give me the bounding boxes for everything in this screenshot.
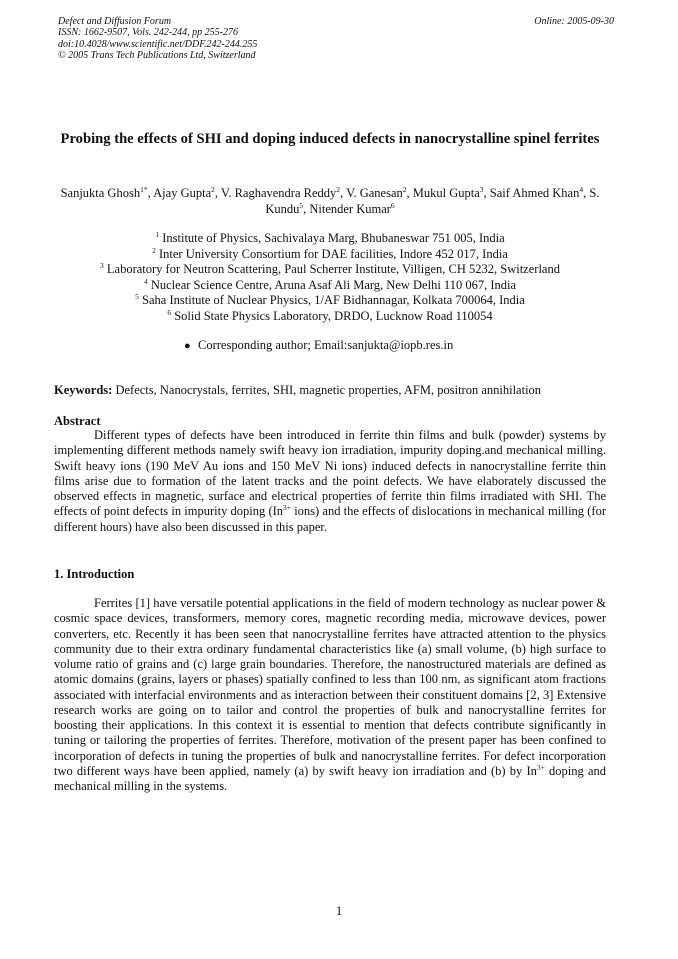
affiliation-list: [54, 231, 606, 325]
journal-copyright: © 2005 Trans Tech Publications Ltd, Switzerland: [58, 50, 256, 62]
affiliation: $^3$ Laboratory for Neutron Scattering, Paul Scherrer Institute, Villigen, CH 5232, Switzerland: [100, 261, 560, 277]
keywords: [54, 382, 614, 398]
author-list: [54, 185, 606, 217]
author: Saif Ahmed Khan$^4$,: [489, 185, 590, 200]
journal-doi[interactable]: doi:10.4028/www.scientific.net/DDF.242-244.255: [58, 38, 258, 50]
keywords-label: Keywords:: [54, 383, 113, 397]
author: Sanjukta Ghosh$^{1*}$,: [60, 185, 154, 200]
corresponding-author-text[interactable]: Corresponding author; Email:sanjukta@iopb.res.in: [198, 338, 454, 352]
introduction-heading: 1. Introduction: [54, 567, 135, 581]
author: V. Ganesan$^2$,: [346, 185, 413, 200]
affiliation: $^1$ Institute of Physics, Sachivalaya Marg, Bhubaneswar 751 005, India: [155, 230, 505, 245]
page-number: 1: [335, 904, 343, 918]
affiliation: $^6$ Solid State Physics Laboratory, DRDO, Lucknow Road 110054: [167, 307, 493, 323]
affiliation: $^4$ Nuclear Science Centre, Aruna Asaf Ali Marg, New Delhi 110 067, India: [143, 276, 517, 292]
author: S. Kundu$^5$,: [265, 186, 600, 216]
author: Ajay Gupta$^2$,: [153, 185, 221, 200]
bullet-icon: ●: [184, 340, 191, 352]
abstract-body: Different types of defects have been introduced in ferrite thin films and bulk (powder) systems by implementing different methods namely swift heavy ion irradiation, impurity doping.and mechanical milling. Swift heavy ions (190 MeV Au ions and 150 MeV Ni ions) induced defects in nanocrystalline ferrite thin films arise due to formation of the latent tracks and the point defects. We have elaborately discussed the observed effects in magnetic, surface and electrical properties of ferrite thin films irradiated with SHI. The effects of point defects in impurity doping ($In^{3+}$ ions) and the effects of dislocations in mechanical milling (for different hours) have also been discussed in this paper.: [54, 428, 606, 534]
author: Nitender Kumar$^6$: [309, 201, 395, 216]
affiliation: $^2$ Inter University Consortium for DAE facilities, Indore 452 017, India: [152, 245, 508, 261]
keywords-text: Defects, Nanocrystals, ferrites, SHI, magnetic properties, AFM, positron annihilation: [115, 383, 542, 397]
affiliation: $^5$ Saha Institute of Nuclear Physics, 1/AF Bidhannagar, Kolkata 700064, India: [135, 292, 525, 308]
online-date: Online: 2005-09-30: [534, 16, 614, 27]
author: Mukul Gupta$^3$,: [412, 185, 490, 200]
author: V. Raghavendra Reddy$^2$,: [220, 185, 347, 200]
journal-name: Defect and Diffusion Forum: [58, 16, 172, 27]
corresponding-author: [184, 337, 453, 354]
paper-title: Probing the effects of SHI and doping induced defects in nanocrystalline spinel ferrites: [60, 131, 600, 147]
journal-issn: ISSN: 1662-9507, Vols. 242-244, pp 255-276: [58, 27, 238, 39]
journal-header: [58, 16, 257, 62]
abstract-heading: Abstract: [54, 414, 101, 428]
introduction-body: Ferrites [1] have versatile potential applications in the field of modern technology as nuclear power & cosmic space devices, transformers, memory cores, magnetic recording media, microwave devices, power converters, etc. Recently it has been seen that nanocrystalline ferrites have attracted attention to the physics community due to their extra ordinary fundamental characteristics like (a) small volume, (b) high surface to volume ratio of grains and (c) large grain boundaries. Therefore, the nanostructured materials are defined as atomic domains (grains, layers or phases) spatially confined to less than 100 nm, as significant atom fractions associated with interfacial environments and as interaction between their constituent domains [2, 3] Extensive research works are going on to tailor and control the properties of bulk and nanocrystalline ferrites for boosting their applications. In this context it is essential to mention that defects contribute significantly in tuning or tailoring the properties of ferrites. Therefore, motivation of the present paper has been confined to incorporation of defects in tuning the properties of bulk and nanocrystalline ferrites. For defect incorporation two different ways have been applied, namely (a) by swift heavy ion irradiation and (b) by $In^{3+}$ doping and mechanical milling in the systems.: [54, 596, 606, 793]
